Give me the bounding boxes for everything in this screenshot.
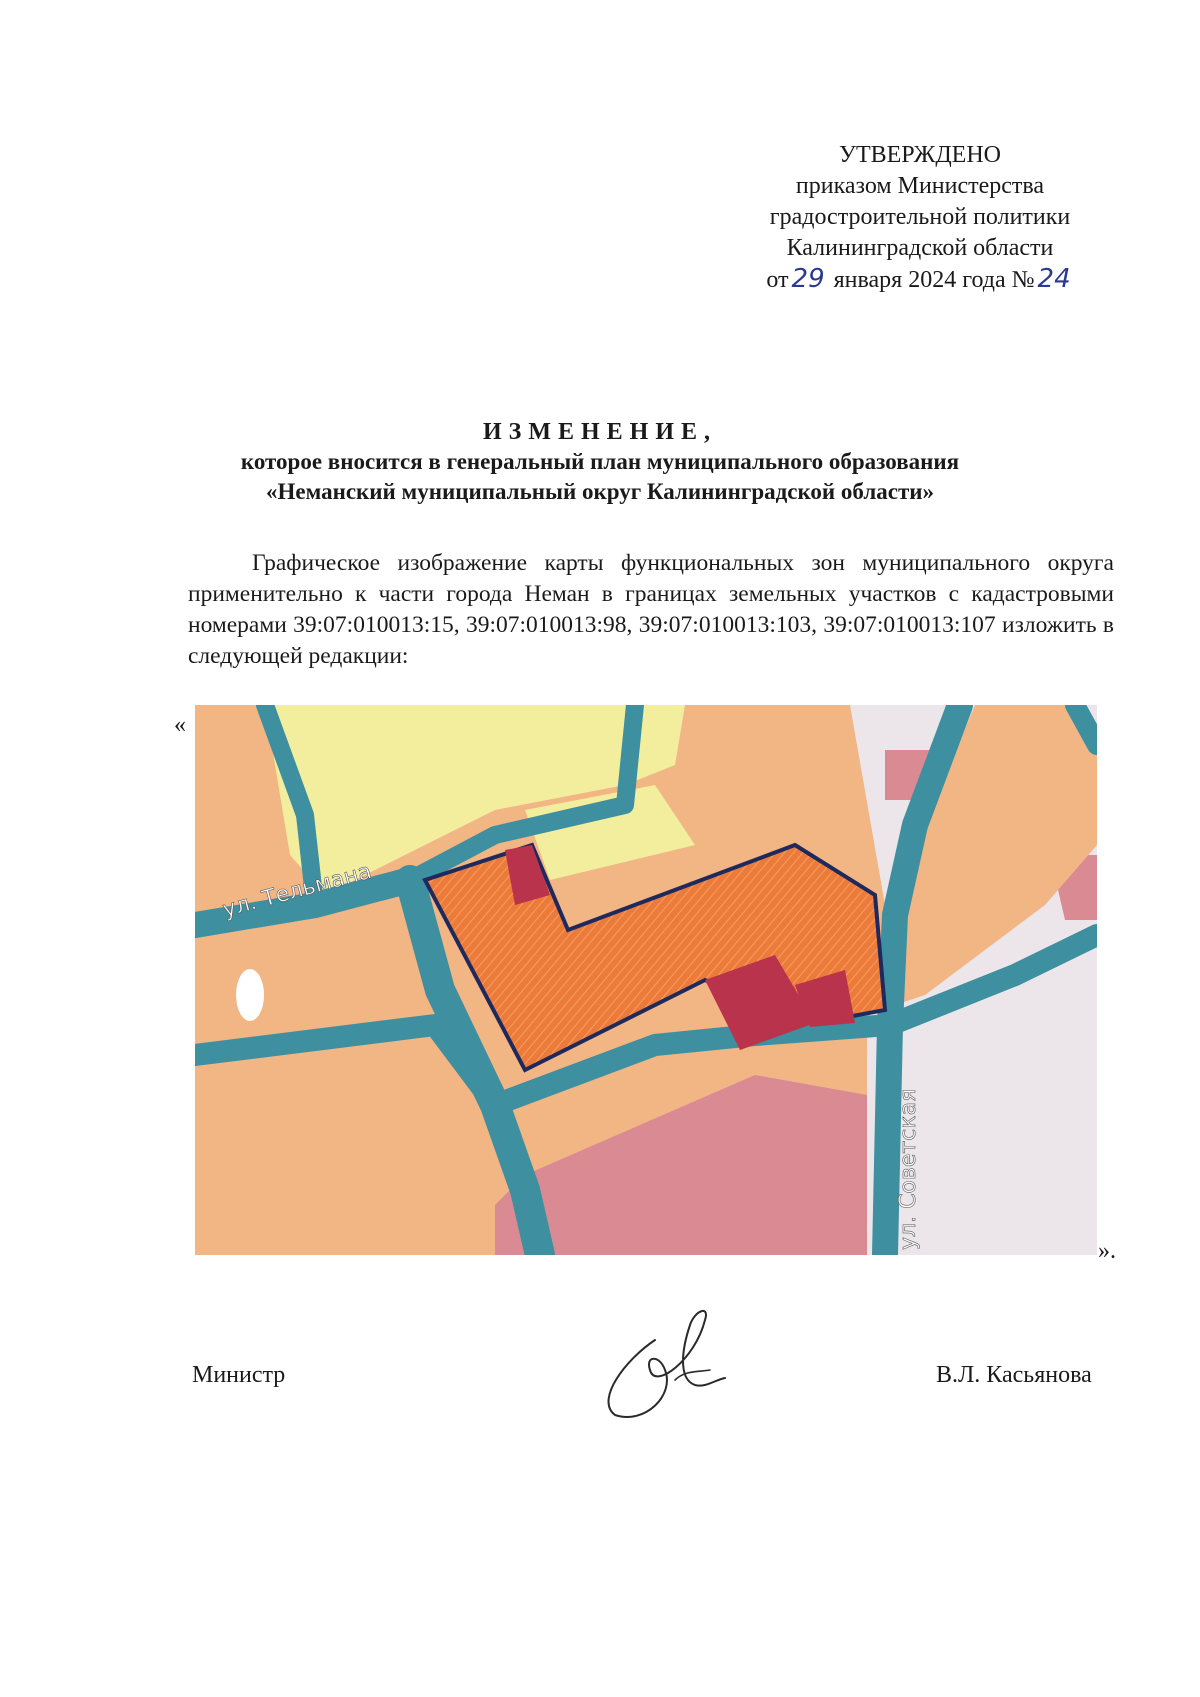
title-main: ИЗМЕНЕНИЕ, bbox=[482, 419, 717, 445]
functional-zones-map bbox=[195, 705, 1097, 1255]
date-middle: января 2024 года № bbox=[833, 267, 1035, 293]
approval-title: УТВЕРЖДЕНО bbox=[838, 142, 1002, 168]
date-prefix: от bbox=[766, 267, 789, 293]
closing-quote: ». bbox=[1098, 1238, 1116, 1264]
opening-quote: « bbox=[174, 712, 186, 738]
signer-name: В.Л. Касьянова bbox=[936, 1362, 1092, 1388]
approval-order-line: приказом Министерства bbox=[795, 173, 1045, 199]
title-subtitle: которое вносится в генеральный план муниципального образования bbox=[240, 449, 960, 474]
handwritten-signature bbox=[585, 1300, 745, 1430]
approval-ministry-line: градостроительной политики bbox=[769, 204, 1071, 230]
title-subtitle-2: «Неманский муниципальный округ Калининградской области» bbox=[265, 479, 935, 504]
document-title bbox=[150, 417, 1050, 507]
street-label-telmana: ул. Тельмана bbox=[220, 859, 375, 923]
handwritten-number: 24 bbox=[1037, 264, 1071, 294]
white-spot bbox=[236, 969, 264, 1021]
body-paragraph: Графическое изображение карты функциональных зон муниципального округа применительно к части города Неман в границах земельных участков с кадастровыми номерами 39:07:010013:15, 39:07:010013:98, 39:07:010013:103, 39:07:010013:107 изложить в следующей редакции: bbox=[188, 550, 1114, 669]
approval-region-line: Калининградской области bbox=[786, 235, 1054, 261]
map-svg bbox=[195, 705, 1097, 1255]
approval-date-line bbox=[740, 264, 1100, 296]
street-label-sovetskaya: ул. Советская bbox=[896, 1088, 921, 1250]
handwritten-day: 29 bbox=[791, 264, 825, 294]
signer-position: Министр bbox=[192, 1362, 286, 1388]
approval-stamp bbox=[740, 140, 1100, 296]
